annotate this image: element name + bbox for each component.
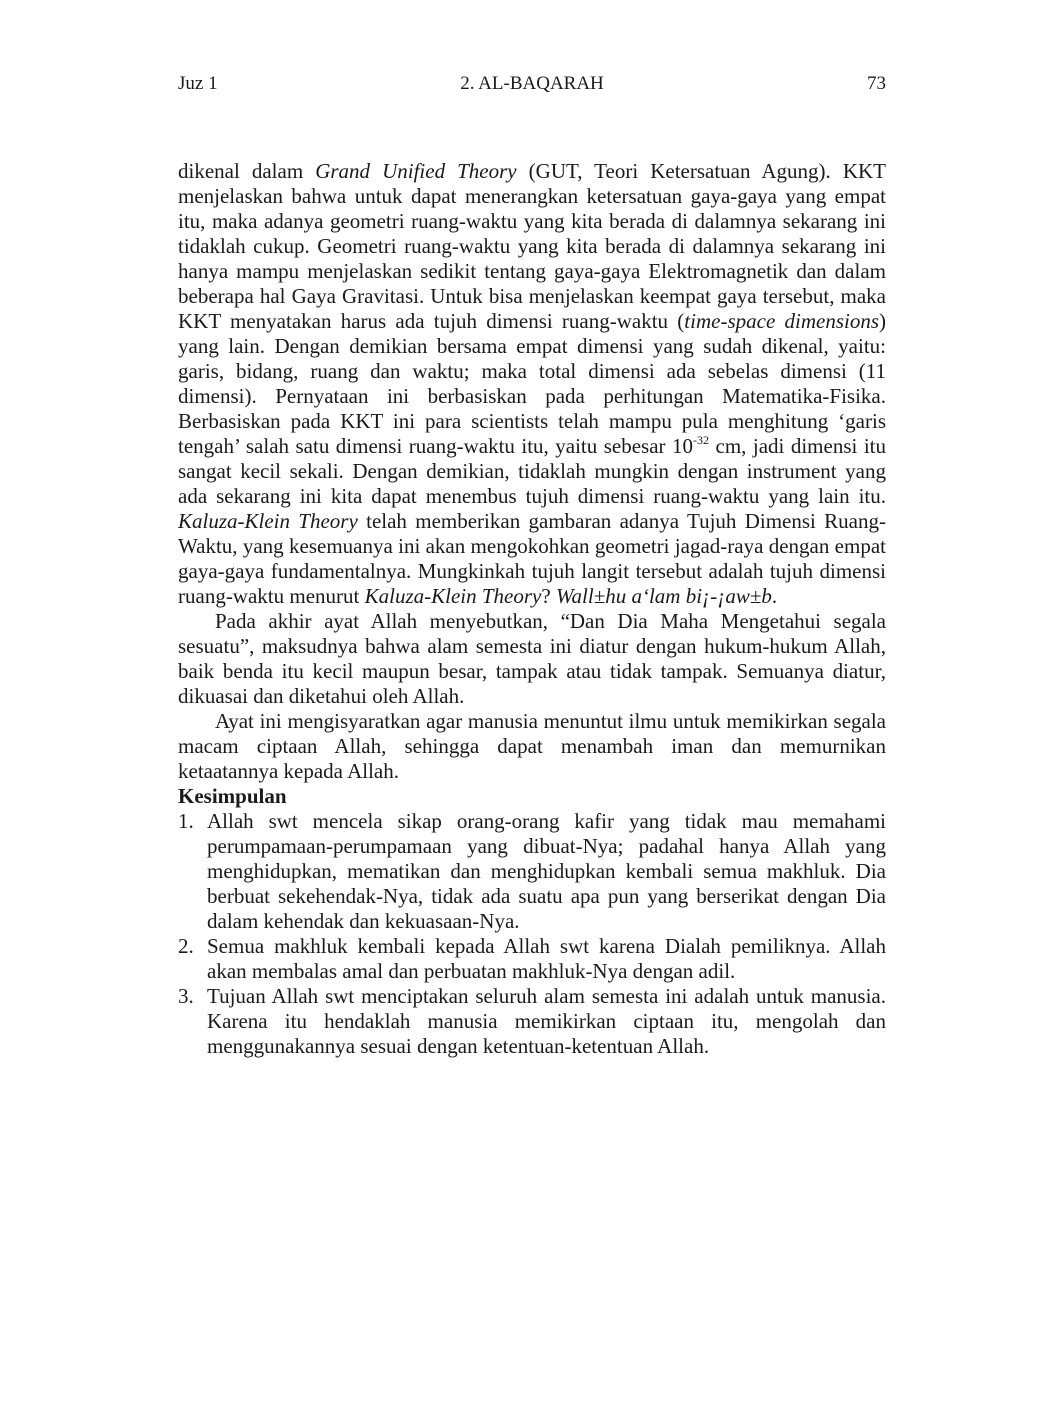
paragraph-3: Ayat ini mengisyaratkan agar manusia menuntut ilmu untuk memikirkan segala macam ciptaan Allah, sehingga dapat menambah iman dan memurnikan ketaatannya kepada Allah. bbox=[178, 709, 886, 783]
paragraph-2: Pada akhir ayat Allah menyebutkan, “Dan Dia Maha Mengetahui segala sesuatu”, maksudnya bahwa alam semesta ini diatur dengan hukum-hukum Allah, baik benda itu kecil maupun besar, tampak atau tidak tampak. Semuanya diatur, dikuasai dan diketahui oleh Allah. bbox=[178, 609, 886, 708]
text-run: (GUT, Teori Ketersatuan Agung). KKT menjelaskan bahwa untuk dapat menerangkan ketersatuan gaya-gaya yang empat itu, maka adanya geometri ruang-waktu yang kita berada di dalamnya sekarang ini tidaklah cukup. Geometri ruang-waktu yang kita berada di dalamnya sekarang ini hanya mampu menjelaskan sedikit tentang gaya-gaya Elektromagnetik dan dalam beberapa hal Gaya Gravitasi. Untuk bisa menjelaskan keempat gaya tersebut, maka KKT menyatakan harus ada tujuh dimensi ruang-waktu ( bbox=[178, 159, 886, 333]
surah-title: 2. AL-BAQARAH bbox=[460, 73, 604, 94]
list-text: Tujuan Allah swt menciptakan seluruh alam semesta ini adalah untuk manusia. Karena itu hendaklah manusia memikirkan ciptaan itu, mengolah dan menggunakannya sesuai dengan ketentuan-ketentuan Allah. bbox=[207, 984, 886, 1058]
text-run: . bbox=[771, 584, 778, 608]
text-run: telah memberikan gambaran adanya Tujuh Dimensi Ruang-Waktu, yang kesemuanya ini akan mengokohkan geometri jagad-raya dengan empat gaya-gaya fundamentalnya. Mungkinkah tujuh langit tersebut adalah tujuh dimensi ruang-waktu menurut bbox=[178, 509, 886, 608]
arabic-phrase: Wall±hu a‘lam bi¡-¡aw±b bbox=[555, 584, 772, 608]
paragraph-1 bbox=[178, 159, 886, 609]
list-text: Allah swt mencela sikap orang-orang kafir yang tidak mau memahami perumpamaan-perumpamaan yang dibuat-Nya; padahal hanya Allah yang menghidupkan, mematikan dan menghidupkan kembali semua makhluk. Dia berbuat sekehendak-Nya, tidak ada suatu apa pun yang berserikat dengan Dia dalam kehendak dan kekuasaan-Nya. bbox=[207, 809, 886, 933]
page-number: 73 bbox=[867, 73, 886, 94]
list-text: Semua makhluk kembali kepada Allah swt karena Dialah pemiliknya. Allah akan membalas amal dan perbuatan makhluk-Nya dengan adil. bbox=[207, 934, 886, 983]
list-number: 3. bbox=[178, 984, 194, 1008]
list-number: 2. bbox=[178, 934, 194, 958]
list-item bbox=[178, 934, 886, 984]
juz-label: Juz 1 bbox=[178, 73, 218, 94]
list-item bbox=[178, 809, 886, 934]
text-run: cm, jadi dimensi itu sangat kecil sekali. Dengan demikian, tidaklah mungkin dengan instrument yang ada sekarang ini kita dapat menembus tujuh dimensi ruang-waktu yang lain itu. bbox=[178, 434, 886, 508]
section-heading: Kesimpulan bbox=[178, 784, 287, 808]
term-kaluza-klein: Kaluza-Klein Theory bbox=[178, 509, 358, 533]
text-run: ) yang lain. Dengan demikian bersama empat dimensi yang sudah dikenal, yaitu: garis, bidang, ruang dan waktu; maka total dimensi ada sebelas dimensi (11 dimensi). Pernyataan ini berbasiskan pada perhitungan Matematika-Fisika. Berbasiskan pada KKT ini para scientists telah mampu pula menghitung ‘garis tengah’ salah satu dimensi ruang-waktu itu, yaitu sebesar 10 bbox=[178, 309, 886, 458]
list-number: 1. bbox=[178, 809, 194, 833]
text-run: dikenal dalam bbox=[178, 159, 316, 183]
term-kaluza-klein: Kaluza-Klein Theory bbox=[364, 584, 542, 608]
text-run: ? bbox=[541, 584, 556, 608]
term-gut: Grand Unified Theory bbox=[315, 159, 517, 183]
running-header bbox=[178, 72, 886, 96]
body-text bbox=[178, 159, 886, 1059]
list-item bbox=[178, 984, 886, 1059]
term-time-space: time-space dimensions bbox=[684, 309, 879, 333]
conclusion-list bbox=[178, 809, 886, 1059]
exponent: -32 bbox=[693, 433, 710, 447]
